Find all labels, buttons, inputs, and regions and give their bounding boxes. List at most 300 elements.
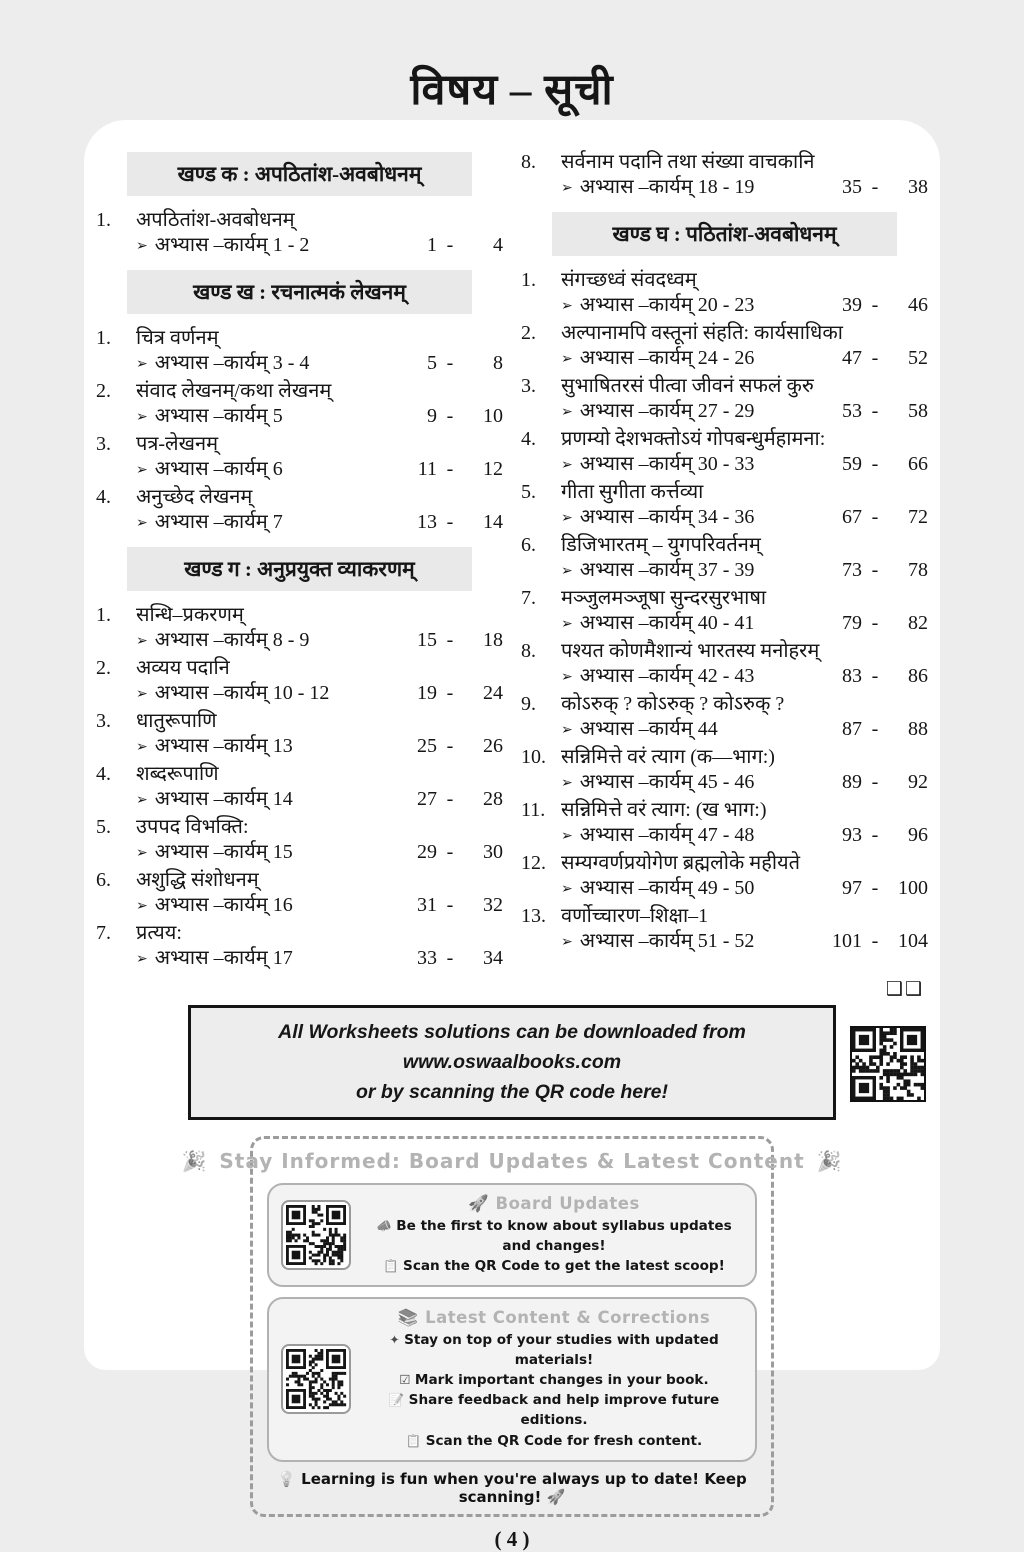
entry-number: 4. [521,428,536,450]
entry-title: सन्निमित्ते वरं त्याग (क—भाग:) [561,746,775,768]
section-header: खण्ड ग : अनुप्रयुक्त व्याकरणम् [127,547,473,591]
toc-entry [96,815,503,867]
worksheets-note-line2: or by scanning the QR code here! [355,1081,669,1104]
page-from: 79 [842,612,862,634]
page-dash: - [871,877,879,899]
page-dash: - [446,352,454,374]
page-to: 4 [493,234,503,256]
update-line-strong: Scan the QR Code [425,1432,563,1449]
entry-title: प्रत्यय: [136,922,182,944]
entry-title-row [521,321,928,346]
exercise-row [96,840,503,867]
entry-title: चित्र वर्णनम् [136,327,219,349]
page-to: 100 [898,877,928,899]
exercise-row [521,664,928,691]
page-title: विषय – सूची [410,67,614,114]
toc-entry [96,485,503,537]
entry-title: सन्धि–प्रकरणम् [136,604,244,626]
page-range [828,558,928,583]
exercise-row [521,505,928,532]
exercise-label: अभ्यास –कार्यम् 51 - 52 [579,930,755,952]
page-range [828,929,928,954]
entry-title-row [521,692,928,717]
page-dash: - [446,511,454,533]
entry-title-row [96,603,503,628]
page-range [403,351,503,376]
page-from: 25 [417,735,437,757]
exercise-row [521,770,928,797]
page-dash: - [446,947,454,969]
toc-entry [521,480,928,532]
page-from: 83 [842,665,862,687]
entry-title-row [96,432,503,457]
page-from: 73 [842,559,862,581]
entry-title: गीता सुगीता कर्त्तव्या [561,481,704,503]
exercise-row [96,681,503,708]
exercise-row [521,346,928,373]
page-to: 8 [493,352,503,374]
exercise-label: अभ्यास –कार्यम् 15 [154,841,293,863]
exercise-label: अभ्यास –कार्यम् 6 [154,458,283,480]
entry-title-row [521,798,928,823]
page-dash: - [446,894,454,916]
update-line [365,1390,743,1430]
arrow-bullet-icon: ➢ [136,516,148,531]
page-dash: - [446,234,454,256]
arrow-bullet-icon: ➢ [136,239,148,254]
exercise-row [96,893,503,920]
page-from: 87 [842,718,862,740]
worksheets-note-line1: All Worksheets solutions can be downloaded from www.oswaalbooks.com [278,1021,746,1074]
toc-entry [521,321,928,373]
entry-title-row [521,586,928,611]
arrow-bullet-icon: ➢ [136,952,148,967]
page-from: 33 [417,947,437,969]
entry-title: अपठितांश-अवबोधनम् [136,209,295,231]
page-range [403,457,503,482]
page-range [403,734,503,759]
toc-entry [521,798,928,850]
page-from: 101 [832,930,862,952]
entry-title-row [96,815,503,840]
entry-number: 1. [96,209,111,231]
entry-title-row [521,480,928,505]
update-box-header-label: Board Updates [495,1193,640,1213]
page-range [828,823,928,848]
page-to: 82 [908,612,928,634]
page-from: 47 [842,347,862,369]
qr-code [281,1200,351,1270]
toc-entry [521,150,928,202]
exercise-label: अभ्यास –कार्यम् 8 - 9 [154,629,310,651]
exercise-row [96,351,503,378]
update-line [365,1256,743,1276]
entry-title: पत्र-लेखनम् [136,433,219,455]
page-dash: - [446,629,454,651]
entry-title: सुभाषितरसं पीत्वा जीवनं सफलं कुरु [561,375,814,397]
arrow-bullet-icon: ➢ [561,458,573,473]
page-to: 96 [908,824,928,846]
toc-entry [521,427,928,479]
entry-number: 3. [96,710,111,732]
books-icon: 📚 [397,1307,426,1327]
entry-number: 4. [96,486,111,508]
arrow-bullet-icon: ➢ [561,352,573,367]
page-to: 30 [483,841,503,863]
section-header: खण्ड घ : पठितांश-अवबोधनम् [552,212,898,256]
worksheets-qr-code [850,1026,922,1098]
entry-title: सर्वनाम पदानि तथा संख्या वाचकानि [561,151,815,173]
entry-number: 10. [521,746,546,768]
page-range [403,628,503,653]
update-box [267,1183,757,1287]
exercise-label: अभ्यास –कार्यम् 42 - 43 [579,665,755,687]
entry-number: 1. [96,604,111,626]
exercise-label: अभ्यास –कार्यम् 7 [154,511,283,533]
exercise-row [521,452,928,479]
toc-entry [96,868,503,920]
page-dash: - [871,453,879,475]
entry-number: 13. [521,905,546,927]
page-dash: - [871,294,879,316]
page-from: 53 [842,400,862,422]
toc-entry [521,586,928,638]
page-from: 39 [842,294,862,316]
update-line-text: to get the latest scoop! [539,1257,725,1274]
page-to: 38 [908,176,928,198]
entry-number: 5. [96,816,111,838]
exercise-label: अभ्यास –कार्यम् 5 [154,405,283,427]
entry-title: वर्णोच्चारण–शिक्षा–1 [561,905,709,927]
entry-number: 6. [96,869,111,891]
entry-title: मञ्जुलमञ्जूषा सुन्दरसुरभाषा [561,587,767,609]
page-dash: - [446,788,454,810]
page-to: 88 [908,718,928,740]
arrow-bullet-icon: ➢ [136,899,148,914]
page-from: 35 [842,176,862,198]
page-from: 67 [842,506,862,528]
page-range [403,681,503,706]
page-dash: - [871,718,879,740]
entry-title-row [96,208,503,233]
entry-number: 1. [521,269,536,291]
stay-informed-panel [181,1136,843,1517]
rocket-icon: 🚀 [546,1487,566,1506]
page-to: 10 [483,405,503,427]
toc-entry [96,379,503,431]
exercise-row [521,611,928,638]
page-range [828,611,928,636]
page-to: 72 [908,506,928,528]
page-to: 104 [898,930,928,952]
stay-informed-title: Stay Informed: Board Updates & Latest Content [219,1148,805,1173]
page-from: 31 [417,894,437,916]
page-dash: - [446,405,454,427]
exercise-label: अभ्यास –कार्यम् 45 - 46 [579,771,755,793]
panel-footer-text: Learning is fun when you're always up to date! Keep scanning! [301,1469,747,1506]
arrow-bullet-icon: ➢ [561,670,573,685]
page-from: 89 [842,771,862,793]
exercise-label: अभ्यास –कार्यम् 34 - 36 [579,506,755,528]
page-to: 46 [908,294,928,316]
entry-number: 2. [521,322,536,344]
update-box-header [365,1194,743,1214]
arrow-bullet-icon: ➢ [561,511,573,526]
exercise-label: अभ्यास –कार्यम् 17 [154,947,293,969]
arrow-bullet-icon: ➢ [561,299,573,314]
qr-code [281,1344,351,1414]
entry-title-row [96,921,503,946]
entry-title: संवाद लेखनम्/कथा लेखनम् [136,380,332,402]
entry-title: पश्यत कोणमैशान्यं भारतस्य मनोहरम् [561,640,820,662]
entry-title-row [521,904,928,929]
entry-title: सम्यग्वर्णप्रयोगेण ब्रह्मलोके महीयते [561,852,800,874]
exercise-row [521,175,928,202]
entry-number: 8. [521,640,536,662]
page-range [403,946,503,971]
page-to: 34 [483,947,503,969]
exercise-label: अभ्यास –कार्यम् 47 - 48 [579,824,755,846]
arrow-bullet-icon: ➢ [561,617,573,632]
rocket-icon: 🚀 [468,1193,496,1213]
exercise-label: अभ्यास –कार्यम् 13 [154,735,293,757]
update-line-text: for fresh content. [562,1432,703,1449]
exercise-label: अभ्यास –कार्यम् 49 - 50 [579,877,755,899]
entry-title-row [521,268,928,293]
entry-title-row [96,868,503,893]
entry-title-row [521,427,928,452]
page-to: 24 [483,682,503,704]
exercise-row [96,787,503,814]
toc-entry [96,762,503,814]
party-popper-icon: 🎉 [816,1148,843,1173]
arrow-bullet-icon: ➢ [136,846,148,861]
entry-title-row [96,326,503,351]
exercise-row [96,510,503,537]
exercise-row [521,558,928,585]
worksheets-note [188,1005,836,1120]
arrow-bullet-icon: ➢ [136,410,148,425]
page-from: 15 [417,629,437,651]
entry-number: 4. [96,763,111,785]
arrow-bullet-icon: ➢ [136,740,148,755]
page-number: ( 4 ) [494,1526,530,1551]
page-range [403,233,503,258]
exercise-label: अभ्यास –कार्यम् 14 [154,788,293,810]
update-line-strong: Scan the QR Code [403,1257,540,1274]
entry-title: अव्यय पदानि [136,657,230,679]
update-box [267,1297,757,1462]
stay-informed-title-row [181,1148,843,1173]
entry-title: धातुरूपाणि [136,710,217,732]
exercise-label: अभ्यास –कार्यम् 16 [154,894,293,916]
entry-title: प्रणम्यो देशभक्तोऽयं गोपबन्धुर्महामना: [561,428,826,450]
page-from: 13 [417,511,437,533]
entry-title: अनुच्छेद लेखनम् [136,486,253,508]
entry-number: 11. [521,799,546,821]
page-range [828,505,928,530]
exercise-label: अभ्यास –कार्यम् 30 - 33 [579,453,755,475]
memo-icon: 📝 [388,1392,409,1408]
page-dash: - [871,665,879,687]
arrow-bullet-icon: ➢ [136,793,148,808]
entry-number: 8. [521,151,536,173]
entry-number: 3. [96,433,111,455]
page-to: 66 [908,453,928,475]
entry-title-row [96,485,503,510]
entry-title-row [521,639,928,664]
arrow-bullet-icon: ➢ [561,181,573,196]
page-dash: - [446,458,454,480]
page-range [828,175,928,200]
entry-title-row [96,656,503,681]
page-range [403,404,503,429]
worksheets-note-row [188,1005,922,1120]
entry-title: संगच्छध्वं संवदध्वम् [561,269,697,291]
update-line [365,1370,743,1390]
page-to: 92 [908,771,928,793]
page-from: 29 [417,841,437,863]
entry-title-row [96,762,503,787]
page-dash: - [871,612,879,634]
page-to: 18 [483,629,503,651]
page-from: 9 [427,405,437,427]
page-range [403,510,503,535]
exercise-row [96,404,503,431]
megaphone-icon: 📣 [376,1217,397,1233]
arrow-bullet-icon: ➢ [136,463,148,478]
exercise-label: अभ्यास –कार्यम् 3 - 4 [154,352,310,374]
content-card [84,120,940,1551]
entry-number: 3. [521,375,536,397]
arrow-bullet-icon: ➢ [561,935,573,950]
exercise-row [521,717,928,744]
arrow-bullet-icon: ➢ [136,357,148,372]
toc-entry [521,374,928,426]
entry-title-row [521,150,928,175]
page-range [828,452,928,477]
page-dash: - [446,841,454,863]
update-box-header [365,1308,743,1328]
section-header: खण्ड क : अपठितांश-अवबोधनम् [127,152,473,196]
page-range [828,346,928,371]
page-range [828,717,928,742]
page-from: 93 [842,824,862,846]
exercise-label: अभ्यास –कार्यम् 44 [579,718,718,740]
toc-column-right [521,150,928,974]
toc-entry [521,904,928,956]
entry-title: कोऽरुक् ? कोऽरुक् ? कोऽरुक् ? [561,693,785,715]
entry-number: 2. [96,657,111,679]
page-from: 5 [427,352,437,374]
arrow-bullet-icon: ➢ [136,634,148,649]
exercise-label: अभ्यास –कार्यम् 37 - 39 [579,559,755,581]
page-dash: - [871,824,879,846]
exercise-label: अभ्यास –कार्यम् 1 - 2 [154,234,310,256]
toc-entry [521,533,928,585]
clipboard-icon: 📋 [383,1257,404,1273]
entry-title-row [521,374,928,399]
clipboard-icon: 📋 [405,1432,426,1448]
entry-title: डिजिभारतम् – युगपरिवर्तनम् [561,534,761,556]
exercise-label: अभ्यास –कार्यम् 10 - 12 [154,682,330,704]
toc-entry [96,326,503,378]
entry-title-row [96,709,503,734]
sparkle-icon: ✦ [389,1331,405,1347]
page-from: 1 [427,234,437,256]
toc-entry [521,639,928,691]
exercise-row [96,734,503,761]
toc-entry [96,208,503,260]
exercise-row [96,233,503,260]
entry-number: 12. [521,852,546,874]
page-range [403,840,503,865]
entry-title-row [521,745,928,770]
page-to: 14 [483,511,503,533]
exercise-label: अभ्यास –कार्यम् 18 - 19 [579,176,755,198]
checkbox-icon: ☑ [399,1372,415,1388]
update-line [365,1330,743,1370]
page-dash: - [871,930,879,952]
entry-title: अल्पानामपि वस्तूनां संहति: कार्यसाधिका [561,322,843,344]
party-popper-icon: 🎉 [181,1148,208,1173]
page-dash: - [446,682,454,704]
page-dash: - [871,771,879,793]
page-range [828,293,928,318]
toc-entry [521,745,928,797]
arrow-bullet-icon: ➢ [561,776,573,791]
stay-informed-boxes [267,1183,757,1462]
entry-title: सन्निमित्ते वरं त्याग: (ख भाग:) [561,799,767,821]
toc-entry [521,268,928,320]
page-dash: - [871,506,879,528]
arrow-bullet-icon: ➢ [561,723,573,738]
exercise-label: अभ्यास –कार्यम् 24 - 26 [579,347,755,369]
page-from: 97 [842,877,862,899]
update-box-header-label: Latest Content & Corrections [425,1307,711,1327]
exercise-row [521,876,928,903]
entry-number: 1. [96,327,111,349]
page-to: 12 [483,458,503,480]
update-line-text: Stay on top of your studies with updated materials! [404,1331,719,1369]
toc-entry [96,603,503,655]
lightbulb-icon: 💡 [277,1469,296,1488]
exercise-row [521,823,928,850]
end-squares: ❑❑ [885,979,924,1000]
entry-title-row [521,851,928,876]
toc-entry [96,709,503,761]
arrow-bullet-icon: ➢ [561,882,573,897]
entry-number: 5. [521,481,536,503]
entry-number: 7. [521,587,536,609]
page-to: 86 [908,665,928,687]
update-box-text [365,1194,743,1276]
exercise-row [521,293,928,320]
exercise-label: अभ्यास –कार्यम् 40 - 41 [579,612,755,634]
update-line-text: Share feedback and help improve future editions. [408,1392,720,1429]
toc-column-left [96,150,503,974]
page-range [403,893,503,918]
page-range [828,399,928,424]
entry-title: शब्दरूपाणि [136,763,219,785]
page-to: 78 [908,559,928,581]
update-box-text [365,1308,743,1451]
page-range [403,787,503,812]
arrow-bullet-icon: ➢ [136,687,148,702]
entry-title-row [96,379,503,404]
page-range [828,876,928,901]
exercise-row [96,628,503,655]
